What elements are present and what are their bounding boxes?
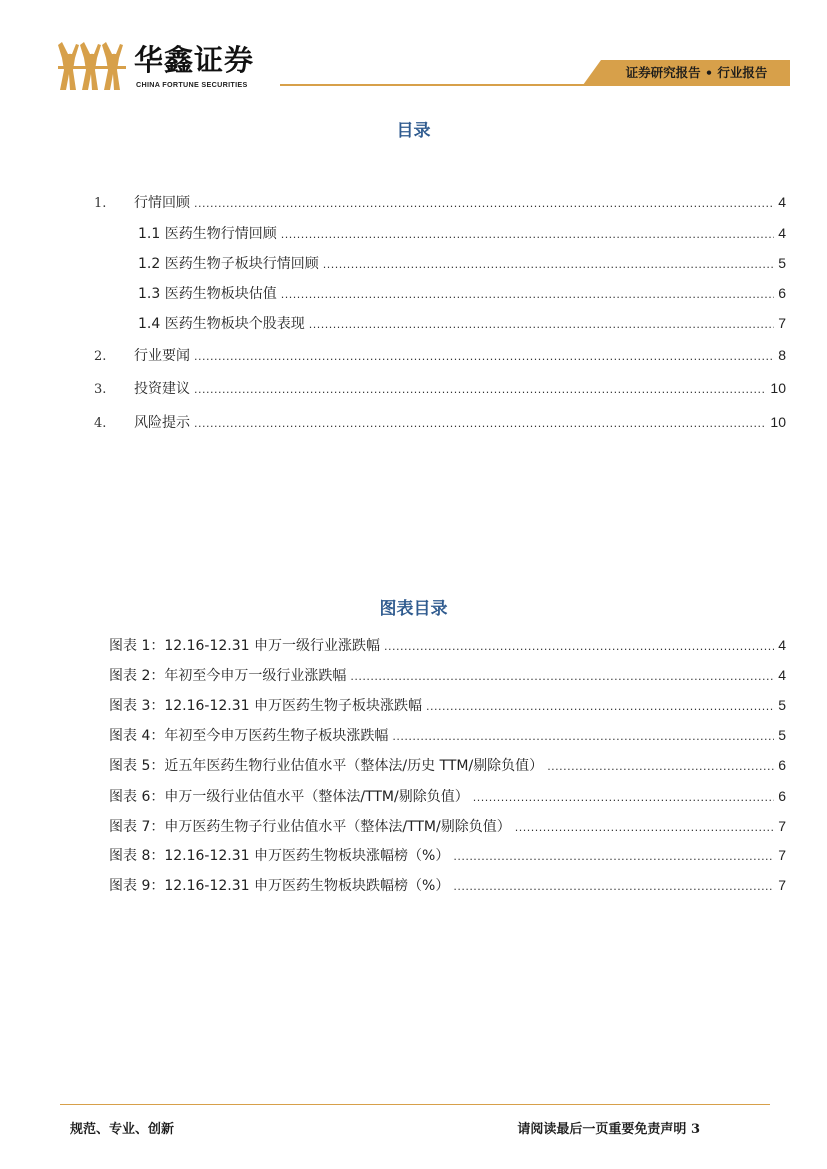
dot-leader [309,316,774,334]
dot-leader [426,698,774,716]
dot-leader [194,195,774,213]
dot-leader [453,878,774,896]
figure-entry-label: 图表 2：年初至今申万一级行业涨跌幅 [109,668,347,684]
toc-entry[interactable] [94,413,786,433]
footer-divider [60,1104,770,1105]
figure-entry-label: 图表 1：12.16-12.31 申万一级行业涨跌幅 [109,638,381,654]
figure-entry-label: 图表 8：12.16-12.31 申万医药生物板块涨幅榜（%） [109,848,450,864]
figure-entry[interactable] [109,636,786,656]
footer-disclaimer-note: 请阅读最后一页重要免责声明 3 [517,1122,700,1137]
figure-entry[interactable] [109,817,786,837]
toc-entry-label: 1.1 医药生物行情回顾 [138,226,277,242]
figure-entry[interactable] [109,756,786,776]
figure-entry-page: 6 [778,788,786,804]
dot-leader [515,819,774,837]
figure-entry-label: 图表 3：12.16-12.31 申万医药生物子板块涨跌幅 [109,698,423,714]
toc-entry-label: 1.4 医药生物板块个股表现 [138,316,305,332]
toc-title: 目录 [396,121,431,141]
toc-entry-number: 2. [94,349,107,364]
figure-entry-page: 5 [778,727,786,743]
toc-entry-label: 投资建议 [134,381,190,397]
dot-leader [453,848,774,866]
figure-entry-label: 图表 5：近五年医药生物行业估值水平（整体法/历史 TTM/剔除负值） [109,758,544,774]
toc-subentry[interactable] [138,224,786,244]
figure-list-title: 图表目录 [379,599,448,619]
dot-leader [281,226,774,244]
toc-entry-page: 8 [778,347,786,363]
toc-entry-label: 行业要闻 [134,348,190,364]
figure-entry[interactable] [109,726,786,746]
figure-entry-page: 7 [778,847,786,863]
dot-leader [323,256,774,274]
toc-entry-page: 6 [778,285,786,301]
figure-entry-page: 7 [778,877,786,893]
figure-entry-label: 图表 7：申万医药生物子行业估值水平（整体法/TTM/剔除负值） [109,819,511,835]
figure-entry-page: 5 [778,697,786,713]
toc-entry[interactable] [94,193,786,213]
dot-leader [194,415,766,433]
figure-entry-page: 4 [778,637,786,653]
toc-entry-label: 风险提示 [134,415,190,431]
dot-leader [194,348,774,366]
toc-subentry[interactable] [138,284,786,304]
toc-entry-label: 行情回顾 [134,195,190,211]
toc-subentry[interactable] [138,254,786,274]
figure-entry[interactable] [109,787,786,807]
dot-leader [350,668,774,686]
figure-entry-label: 图表 4：年初至今申万医药生物子板块涨跌幅 [109,728,389,744]
toc-entry-page: 5 [778,255,786,271]
toc-entry-page: 10 [770,414,786,430]
figure-entry-page: 4 [778,667,786,683]
figure-entry[interactable] [109,666,786,686]
figure-entry[interactable] [109,846,786,866]
company-logo-icon [58,40,130,92]
figure-entry[interactable] [109,696,786,716]
dot-leader [547,758,774,776]
toc-entry-number: 4. [94,416,107,431]
toc-entry-label: 1.3 医药生物板块估值 [138,286,277,302]
figure-entry-page: 7 [778,818,786,834]
toc-entry[interactable] [94,379,786,399]
figure-entry-label: 图表 9：12.16-12.31 申万医药生物板块跌幅榜（%） [109,878,450,894]
dot-leader [473,789,774,807]
toc-entry-page: 7 [778,315,786,331]
dot-leader [281,286,774,304]
logo-wordmark-cn: 华鑫证券 [134,43,255,77]
footer-slogan: 规范、专业、创新 [70,1122,175,1137]
logo-wordmark-en: CHINA FORTUNE SECURITIES [136,80,248,89]
toc-entry-number: 3. [94,382,107,397]
toc-subentry[interactable] [138,314,786,334]
figure-entry-page: 6 [778,757,786,773]
dot-leader [392,728,774,746]
figure-entry-label: 图表 6：申万一级行业估值水平（整体法/TTM/剔除负值） [109,789,469,805]
toc-entry-page: 4 [778,194,786,210]
toc-entry-number: 1. [94,196,107,211]
toc-entry-page: 10 [770,380,786,396]
report-type-tag: 证券研究报告 • 行业报告 [625,65,768,80]
toc-entry[interactable] [94,346,786,366]
toc-entry-page: 4 [778,225,786,241]
dot-leader [384,638,774,656]
dot-leader [194,381,766,399]
toc-entry-label: 1.2 医药生物子板块行情回顾 [138,256,319,272]
figure-entry[interactable] [109,876,786,896]
